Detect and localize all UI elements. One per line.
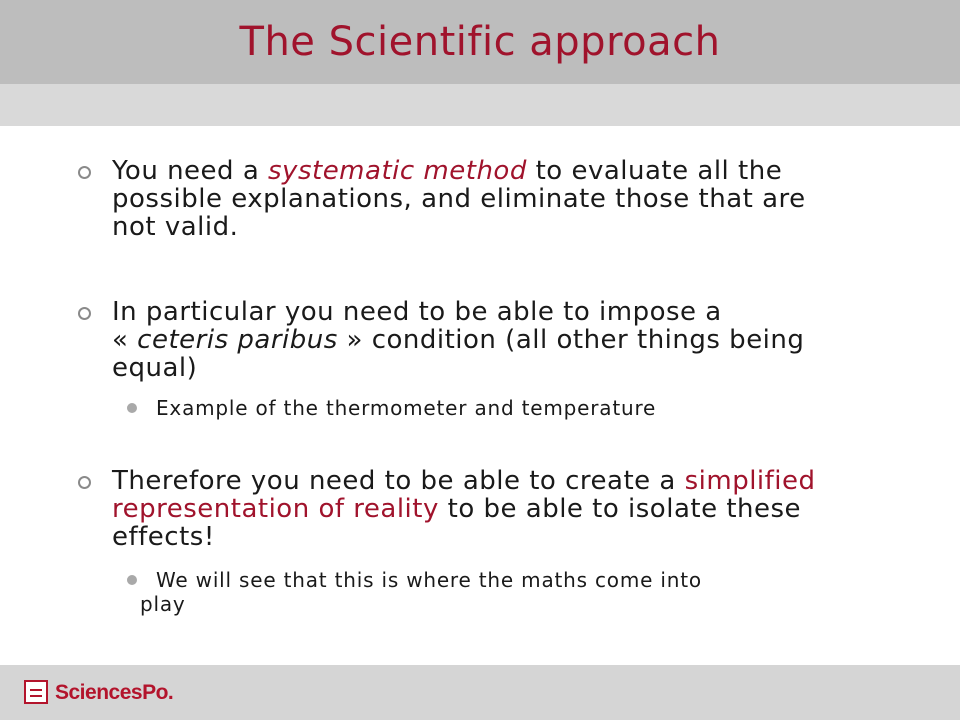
bullet-ring-icon bbox=[78, 476, 91, 489]
bullet-3-line-1: Therefore you need to be able to create a simplified bbox=[112, 466, 816, 496]
bullet-2-line-1: In particular you need to be able to impose a bbox=[112, 297, 722, 327]
sub-bullet-3-line-1: We will see that this is where the maths come into bbox=[156, 568, 702, 592]
bullet-3-line-3: effects! bbox=[112, 522, 215, 552]
bullet-ring-icon bbox=[78, 166, 91, 179]
emphasis-simplified: simplified bbox=[684, 466, 816, 496]
bullet-2 bbox=[112, 298, 922, 382]
sub-bullet-dot-icon bbox=[127, 403, 137, 413]
emphasis-systematic-method: systematic method bbox=[268, 156, 527, 186]
bullet-1-line-1: You need a systematic method to evaluate all the bbox=[112, 156, 783, 186]
bullet-1-line-3: not valid. bbox=[112, 212, 239, 242]
bullet-2-line-3: equal) bbox=[112, 353, 198, 383]
sub-bullet-dot-icon bbox=[127, 575, 137, 585]
emphasis-representation: representation of reality bbox=[112, 494, 439, 524]
bullet-3-line-2: representation of reality to be able to isolate these bbox=[112, 494, 802, 524]
slide-title: The Scientific approach bbox=[239, 19, 721, 65]
sub-bullet-3-line-2: play bbox=[140, 592, 186, 616]
sciencespo-logo-icon bbox=[24, 680, 48, 704]
bullet-3 bbox=[112, 467, 922, 551]
bullet-ring-icon bbox=[78, 307, 91, 320]
emphasis-ceteris-paribus: ceteris paribus bbox=[137, 325, 338, 355]
bullet-2-line-2: « ceteris paribus » condition (all other things being bbox=[112, 325, 805, 355]
bullet-1-line-2: possible explanations, and eliminate those that are bbox=[112, 184, 806, 214]
sub-bullet-2: Example of the thermometer and temperature bbox=[156, 396, 657, 420]
bullet-1 bbox=[112, 157, 922, 241]
footer-logo-text: SciencesPo. bbox=[55, 681, 174, 704]
sub-bullet-3 bbox=[140, 568, 876, 616]
